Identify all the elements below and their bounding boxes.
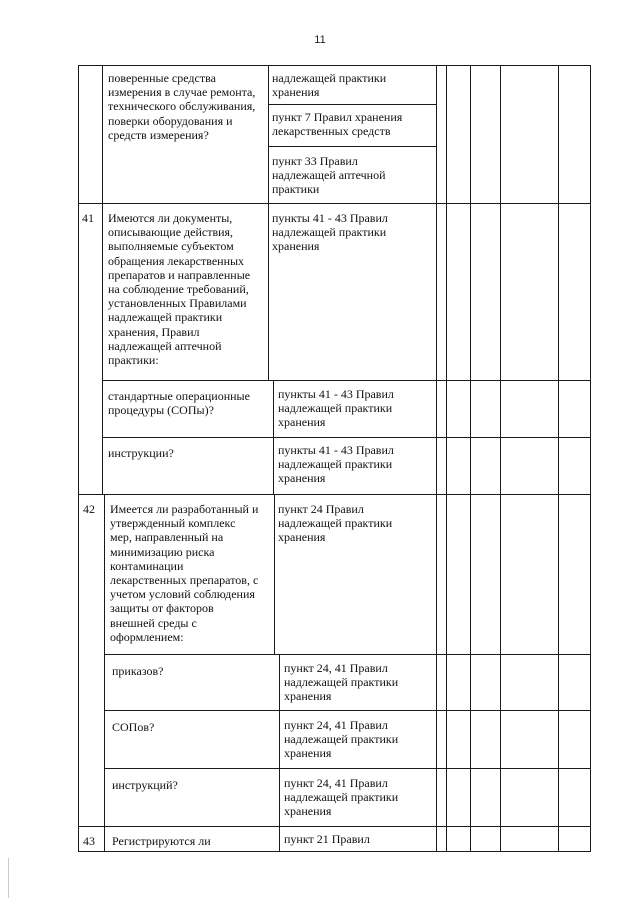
- reference-cell: пункты 41 - 43 Правил надлежащей практики хранения: [272, 211, 388, 254]
- reference-cell: пункт 7 Правил хранения лекарственных средств: [272, 110, 403, 139]
- column-divider: [273, 380, 274, 495]
- question-cell: поверенные средства измерения в случае ремонта, технического обслуживания, поверки оборудования и средств измерения?: [108, 71, 256, 142]
- table-right-border: [590, 65, 591, 852]
- column-divider: [274, 494, 275, 655]
- page-number: 11: [314, 34, 326, 46]
- row-number: 43: [83, 834, 95, 848]
- column-divider: [446, 65, 447, 852]
- reference-cell: пункт 24, 41 Правил надлежащей практики хранения: [284, 661, 399, 704]
- row-divider: [78, 851, 591, 852]
- row-divider: [78, 826, 591, 827]
- reference-cell: пункт 24 Правил надлежащей практики хранения: [278, 502, 393, 545]
- question-cell: Имеются ли документы, описывающие действия, выполняемые субъектом обращения лекарственных препаратов и направленные на соблюдение требований, установленных Правилами надлежащей практики хранения, Правил надлежащей аптечной практики:: [108, 211, 251, 368]
- subquestion-cell: стандартные операционные процедуры (СОПы)?: [108, 389, 250, 418]
- column-divider: [104, 494, 105, 852]
- row-divider: [102, 380, 591, 381]
- reference-cell: пункт 24, 41 Правил надлежащей практики хранения: [284, 718, 399, 761]
- column-divider: [279, 654, 280, 852]
- subquestion-cell: СОПов?: [112, 720, 155, 734]
- row-divider: [78, 203, 591, 204]
- row-number: 41: [82, 211, 94, 225]
- reference-cell: надлежащей практики хранения: [272, 71, 387, 100]
- subquestion-cell: инструкций?: [112, 778, 178, 792]
- row-divider: [104, 654, 591, 655]
- row-divider: [268, 146, 436, 147]
- column-divider: [558, 65, 559, 852]
- column-divider: [102, 65, 103, 495]
- column-divider: [436, 65, 437, 852]
- table-left-border: [78, 65, 79, 852]
- row-divider: [78, 494, 591, 495]
- subquestion-cell: инструкции?: [108, 446, 174, 460]
- row-divider: [102, 437, 591, 438]
- table-top-border: [78, 65, 591, 66]
- row-divider: [104, 768, 591, 769]
- row-divider: [104, 710, 591, 711]
- question-cell: Имеется ли разработанный и утвержденный комплекс мер, направленный на минимизацию риска контаминации лекарственных препаратов, с учетом условий соблюдения защиты от факторов внешней среды с оформлением:: [110, 502, 259, 644]
- row-divider: [268, 104, 436, 105]
- subquestion-cell: приказов?: [112, 664, 164, 678]
- question-cell: Регистрируются ли: [112, 834, 211, 848]
- column-divider: [500, 65, 501, 852]
- reference-cell: пункт 21 Правил: [284, 832, 370, 846]
- scan-margin-mark: [8, 858, 9, 898]
- reference-cell: пункт 24, 41 Правил надлежащей практики хранения: [284, 776, 399, 819]
- reference-cell: пункты 41 - 43 Правил надлежащей практики хранения: [278, 387, 394, 430]
- column-divider: [470, 65, 471, 852]
- row-number: 42: [83, 502, 95, 516]
- reference-cell: пункт 33 Правил надлежащей аптечной практики: [272, 154, 386, 197]
- reference-cell: пункты 41 - 43 Правил надлежащей практики хранения: [278, 443, 394, 486]
